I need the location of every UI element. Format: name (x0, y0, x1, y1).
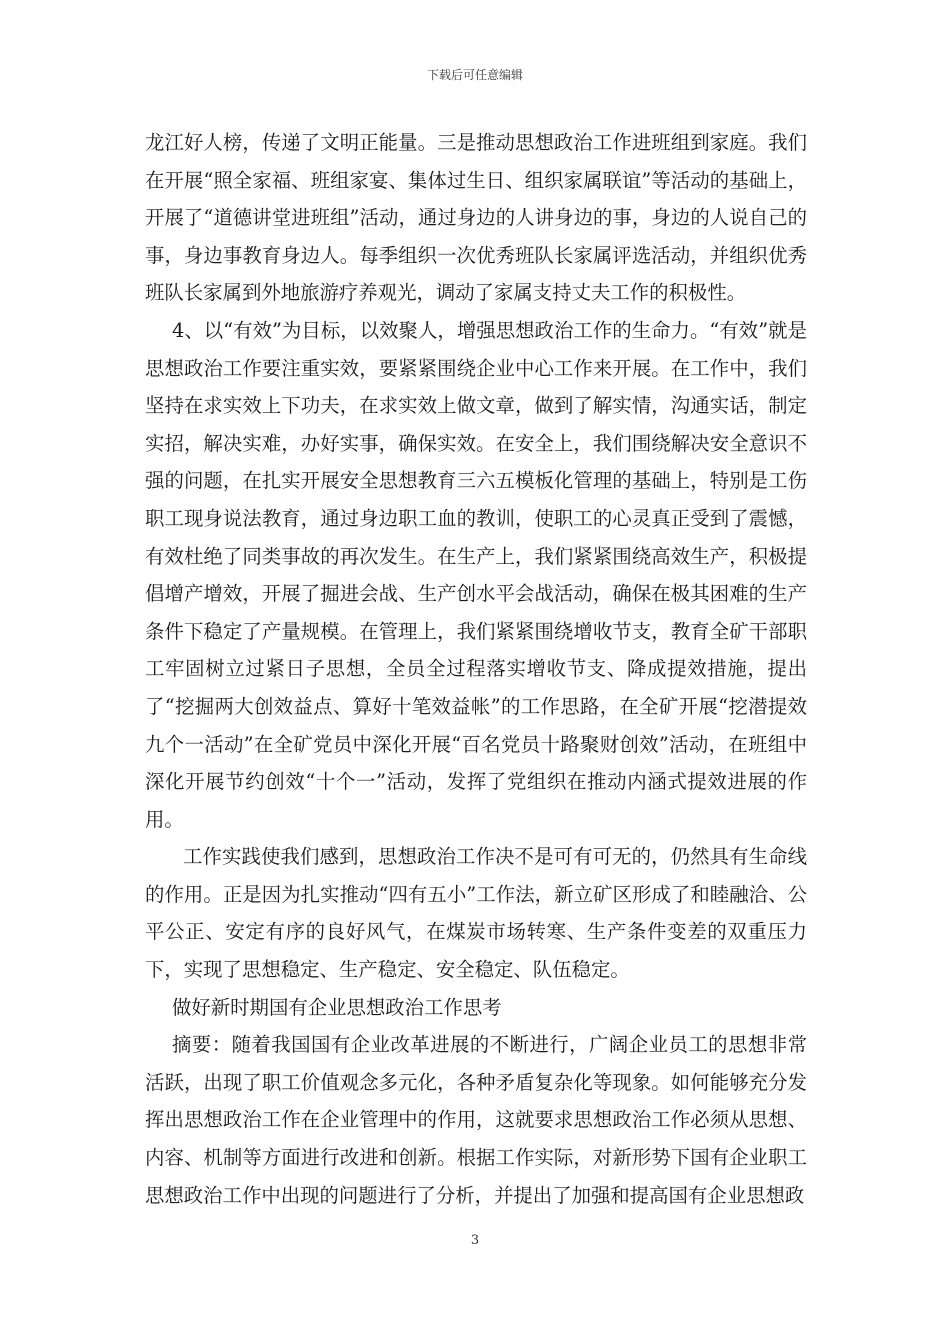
paragraph-abstract: 摘要：随着我国国有企业改革进展的不断进行，广阔企业员工的思想非常活跃，出现了职工价值观念多元化，各种矛盾复杂化等现象。如何能够充分发挥出思想政治工作在企业管理中的作用，这就要求思想政治工作必须从思想、内容、机制等方面进行改进和创新。根据工作实际，对新形势下国有企业职工思想政治工作中出现的问题进行了分析，并提出了加强和提高国有企业思想政 (145, 1033, 807, 1207)
article-title: 做好新时期国有企业思想政治工作思考 (172, 995, 502, 1019)
page-header-note: 下载后可任意编辑 (426, 68, 523, 82)
paragraph-continued: 龙江好人榜，传递了文明正能量。三是推动思想政治工作进班组到家庭。我们在开展“照全家福、班组家宴、集体过生日、组织家属联谊”等活动的基础上，开展了“道德讲堂进班组”活动，通过身边的人讲身边的事，身边的人说自己的事，身边事教育身边人。每季组织一次优秀班队长家属评选活动，并组织优秀班队长家属到外地旅游疗养观光，调动了家属支持丈夫工作的积极性。 (145, 131, 807, 305)
paragraph-practice: 工作实践使我们感到，思想政治工作决不是可有可无的，仍然具有生命线的作用。正是因为扎实推动“四有五小”工作法，新立矿区形成了和睦融洽、公平公正、安定有序的良好风气，在煤炭市场转寒、生产条件变差的双重压力下，实现了思想稳定、生产稳定、安全稳定、队伍稳定。 (145, 845, 807, 982)
page-number: 3 (470, 1233, 480, 1248)
document-body (145, 124, 807, 1214)
paragraph-effectiveness: 4、以“有效”为目标，以效聚人，增强思想政治工作的生命力。“有效”就是思想政治工作要注重实效，要紧紧围绕企业中心工作来开展。在工作中，我们坚持在求实效上下功夫，在求实效上做文章，做到了解实情，沟通实话，制定实招，解决实难，办好实事，确保实效。在安全上，我们围绕解决安全意识不强的问题，在扎实开展安全思想教育三六五模板化管理的基础上，特别是工伤职工现身说法教育，通过身边职工血的教训，使职工的心灵真正受到了震憾，有效杜绝了同类事故的再次发生。在生产上，我们紧紧围绕高效生产，积极提倡增产增效，开展了掘进会战、生产创水平会战活动，确保在极其困难的生产条件下稳定了产量规模。在管理上，我们紧紧围绕增收节支，教育全矿干部职工牢固树立过紧日子思想，全员全过程落实增收节支、降成提效措施，提出了“挖掘两大创效益点、算好十笔效益帐”的工作思路，在全矿开展“挖潜提效九个一活动”在全矿党员中深化开展“百名党员十路聚财创效”活动，在班组中深化开展节约创效“十个一”活动，发挥了党组织在推动内涵式提效进展的作用。 (145, 318, 807, 831)
